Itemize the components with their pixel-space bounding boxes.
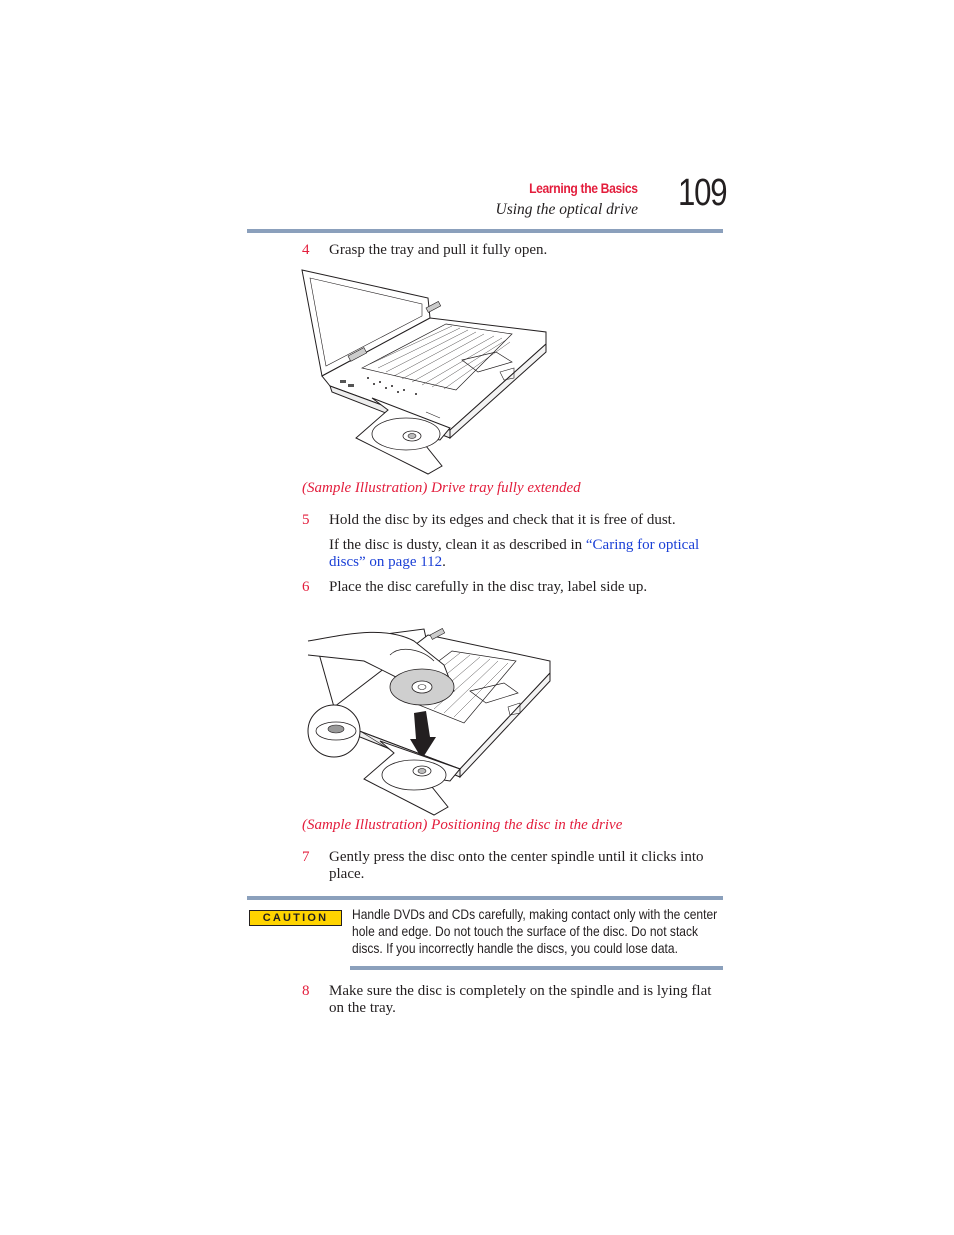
step-note	[329, 537, 723, 571]
header-rule	[247, 229, 723, 233]
caring-for-discs-link[interactable]: “Caring for optical discs” on page 112	[329, 537, 700, 570]
caution-text: Handle DVDs and CDs carefully, making contact only with the center hole and edge. Do not touch the surface of the disc. Do not stack discs. If you incorrectly handle the discs, you could lose data.	[352, 906, 718, 956]
note-end: .	[442, 554, 446, 570]
step-number: 8	[302, 983, 310, 999]
caution-top-rule	[247, 896, 723, 900]
caution-bottom-rule	[350, 966, 723, 970]
laptop-tray-extended-illustration	[300, 268, 552, 478]
figure-caption: (Sample Illustration) Drive tray fully extended	[302, 480, 581, 496]
disc-placement-illustration	[304, 605, 556, 817]
note-text: If the disc is dusty, clean it as described in	[329, 537, 586, 553]
step-number: 4	[302, 242, 310, 258]
step-text: Hold the disc by its edges and check that it is free of dust.	[329, 512, 676, 528]
section-title: Learning the Basics	[529, 181, 638, 196]
caution-badge: CAUTION	[249, 910, 342, 926]
step-text: Make sure the disc is completely on the spindle and is lying flat on the tray.	[329, 983, 712, 1016]
step-text: Place the disc carefully in the disc tray, label side up.	[329, 579, 648, 595]
step-number: 6	[302, 579, 310, 595]
figure-caption: (Sample Illustration) Positioning the disc in the drive	[302, 817, 623, 833]
step-number: 5	[302, 512, 310, 528]
page-number: 109	[678, 172, 727, 214]
step-number: 7	[302, 849, 310, 865]
subsection-title: Using the optical drive	[495, 201, 638, 218]
step-text: Gently press the disc onto the center spindle until it clicks into place.	[329, 849, 704, 882]
step-text: Grasp the tray and pull it fully open.	[329, 242, 548, 258]
